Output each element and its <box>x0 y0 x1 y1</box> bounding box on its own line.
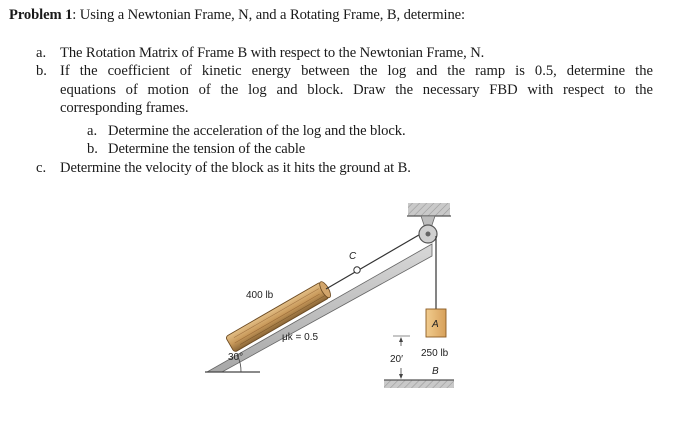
problem-label: Problem 1 <box>9 7 73 23</box>
ground-b <box>384 380 454 388</box>
item-a-text: The Rotation Matrix of Frame B with respect to the Newtonian Frame, N. <box>60 45 485 61</box>
subitem-b-marker: b. <box>87 141 98 157</box>
item-c-marker: c. <box>36 160 47 176</box>
subitem-a-text: Determine the acceleration of the log and the block. <box>108 123 406 139</box>
point-b-label: B <box>432 366 439 377</box>
item-b-line-3: corresponding frames. <box>60 100 189 116</box>
item-b-marker: b. <box>36 63 47 79</box>
height-label: 20′ <box>390 354 403 365</box>
block-weight-label: 250 lb <box>421 348 449 359</box>
subitem-b-text: Determine the tension of the cable <box>108 141 306 157</box>
item-b-line-1: If the coefficient of kinetic energy between the log and the ramp is 0.5, determine the <box>60 63 653 79</box>
item-a-marker: a. <box>36 45 47 61</box>
pulley-axle <box>426 232 431 237</box>
block-a-label: A <box>432 319 439 330</box>
ceiling-support <box>408 203 450 216</box>
item-b-line-2: equations of motion of the log and block. Draw the necessary FBD with respect to the <box>60 82 653 98</box>
dim-arrowhead-bottom <box>399 374 403 379</box>
friction-label: μk = 0.5 <box>282 332 319 343</box>
point-c-marker <box>354 267 360 273</box>
dim-arrowhead-top <box>399 337 403 342</box>
log-weight-label: 400 lb <box>246 290 274 301</box>
problem-intro: : Using a Newtonian Frame, N, and a Rotating Frame, B, determine: <box>72 7 465 23</box>
angle-label: 30° <box>228 352 244 363</box>
item-c-text: Determine the velocity of the block as it hits the ground at B. <box>60 160 411 176</box>
point-c-label: C <box>349 251 357 262</box>
subitem-a-marker: a. <box>87 123 98 139</box>
